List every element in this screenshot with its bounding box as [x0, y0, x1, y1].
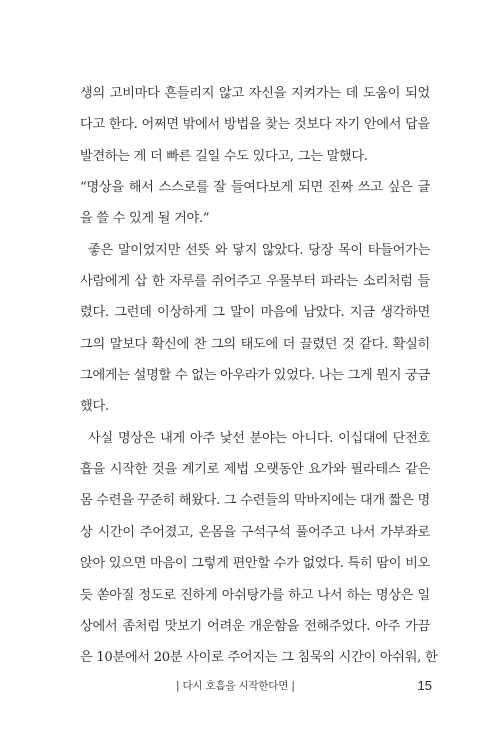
text-line: 듯 쏟아질 정도로 진하게 아쉬탕가를 하고 나서 하는 명상은 일 — [80, 587, 430, 603]
text-line: 그의 말보다 확신에 찬 그의 태도에 더 끌렸던 것 같다. 확실히 — [80, 336, 430, 352]
text-line: 발견하는 게 더 빠른 길일 수도 있다고, 그는 말했다. — [80, 148, 368, 164]
body-text — [80, 78, 438, 674]
text-line: 은 10분에서 20분 사이로 주어지는 그 침묵의 시간이 아쉬워, 한 — [80, 650, 438, 666]
text-line: 그에게는 설명할 수 없는 아우라가 있었다. 나는 그게 뭔지 궁금 — [80, 368, 430, 384]
text-line: 상에서 좀처럼 맛보기 어려운 개운함을 전해주었다. 아주 가끔 — [80, 618, 430, 634]
text-line: 다고 한다. 어쩌면 밖에서 방법을 찾는 것보다 자기 안에서 답을 — [80, 117, 430, 133]
page-number: 15 — [417, 678, 432, 693]
page-footer — [0, 676, 500, 696]
text-line: 을 쓸 수 있게 될 거야.” — [80, 211, 210, 227]
text-line: “명상을 해서 스스로를 잘 들여다보게 되면 진짜 쓰고 싶은 글 — [80, 180, 430, 196]
text-line: 흡을 시작한 것을 계기로 제법 오랫동안 요가와 필라테스 같은 — [80, 462, 430, 478]
text-line: 좋은 말이었지만 선뜻 와 닿지 않았다. 당장 목이 타들어가는 — [88, 242, 430, 258]
text-line: 사실 명상은 내게 아주 낯선 분야는 아니다. 이십대에 단전호 — [88, 430, 430, 446]
text-line: 했다. — [80, 399, 109, 415]
text-line: 생의 고비마다 흔들리지 않고 자신을 지켜가는 데 도움이 되었 — [80, 86, 430, 101]
text-line: 사람에게 삽 한 자루를 쥐어주고 우물부터 파라는 소리처럼 들 — [80, 274, 430, 290]
text-line: 앉아 있으면 마음이 그렇게 편안할 수가 없었다. 특히 땀이 비오 — [80, 556, 430, 572]
running-head: | 다시 호흡을 시작한다면 | — [176, 680, 295, 692]
text-line: 상 시간이 주어졌고, 온몸을 구석구석 풀어주고 나서 가부좌로 — [80, 524, 430, 540]
text-line: 렸다. 그런데 이상하게 그 말이 마음에 남았다. 지금 생각하면 — [80, 305, 430, 321]
text-line: 몸 수련을 꾸준히 해왔다. 그 수련들의 막바지에는 대개 짧은 명 — [80, 493, 430, 509]
